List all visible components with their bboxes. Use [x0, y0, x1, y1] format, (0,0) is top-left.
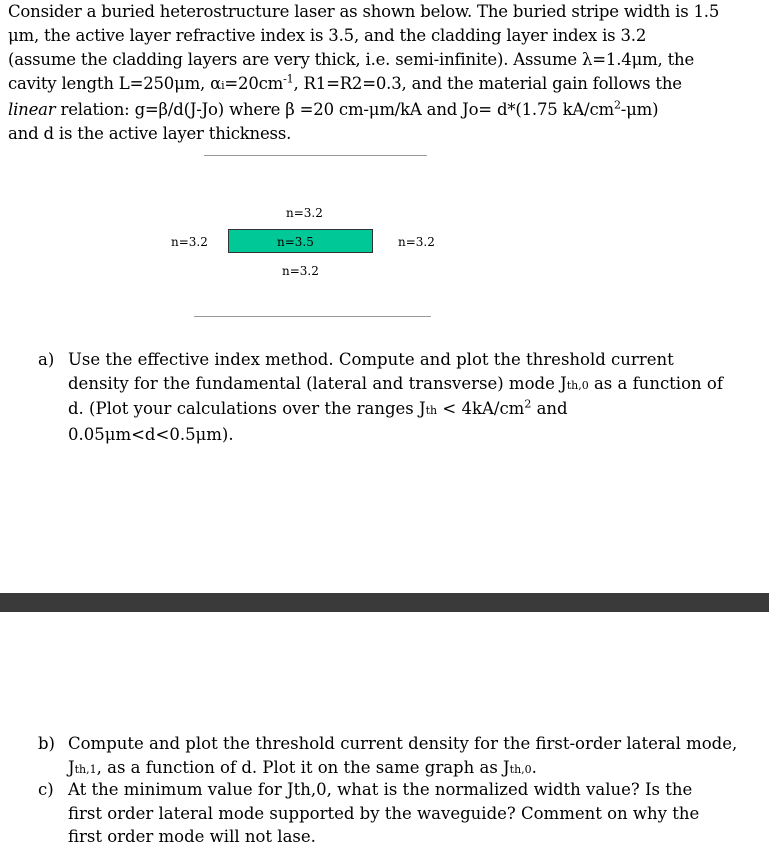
bottom-cladding-index: n=3.2 — [282, 264, 319, 278]
intro-text: , R1=R2=0.3, and the material gain follows the — [293, 74, 682, 93]
question-c — [38, 778, 758, 853]
question-c-label: c) — [38, 780, 54, 799]
question-a — [38, 348, 758, 448]
intro-text: -μm) — [620, 100, 659, 119]
subscript: th,0 — [509, 762, 532, 776]
question-a-line-1: Use the effective index method. Compute and plot the threshold current — [68, 350, 674, 369]
intro-text: =20cm — [224, 74, 284, 93]
superscript: 2 — [524, 397, 532, 411]
question-a-line-2 — [68, 372, 748, 398]
problem-statement — [8, 0, 758, 146]
figure-bottom-rule — [194, 316, 431, 317]
question-text: J — [68, 757, 75, 777]
subscript: i — [221, 79, 225, 92]
question-c-line-1: At the minimum value for Jth,0, what is the normalized width value? Is the — [68, 780, 693, 799]
page-divider — [0, 593, 769, 612]
core-index: n=3.5 — [277, 235, 314, 249]
intro-line-4 — [8, 72, 758, 98]
question-text: d. (Plot your calculations over the ranges J — [68, 399, 426, 418]
question-c-line-2: first order lateral mode supported by the waveguide? Comment on why the — [68, 803, 700, 823]
right-cladding-index: n=3.2 — [398, 235, 435, 249]
intro-line-2: μm, the active layer refractive index is 3.5, and the cladding layer index is 3.2 — [8, 26, 647, 45]
question-text: . — [531, 757, 537, 777]
question-c-line-3: first order mode will not lase. — [68, 827, 316, 846]
question-a-line-4: 0.05μm<d<0.5μm). — [68, 424, 234, 444]
question-b-label: b) — [38, 734, 55, 753]
question-a-label: a) — [38, 350, 55, 369]
intro-line-1: Consider a buried heterostructure laser as shown below. The buried stripe width is 1.5 — [8, 2, 720, 21]
intro-text: relation: g=β/d(J-Jo) where β =20 cm-μm/kA and Jo= d*(1.75 kA/cm — [55, 100, 614, 119]
subscript: th — [425, 404, 438, 417]
figure-top-rule — [204, 155, 427, 156]
question-text: < 4kA/cm — [437, 399, 525, 418]
intro-text: cavity length L=250μm, α — [8, 74, 222, 93]
intro-line-3: (assume the cladding layers are very thick, i.e. semi-infinite). Assume λ=1.4μm, the — [8, 50, 695, 69]
question-text: as a function of — [588, 373, 723, 393]
superscript: -1 — [283, 72, 294, 86]
left-cladding-index: n=3.2 — [171, 235, 208, 249]
question-text: and — [531, 399, 568, 418]
question-a-line-3 — [68, 397, 748, 423]
italic-word: linear — [8, 100, 56, 119]
superscript: 2 — [613, 98, 621, 112]
question-b — [38, 732, 758, 782]
question-text: density for the fundamental (lateral and transverse) mode J — [68, 373, 567, 393]
subscript: th,0 — [566, 378, 589, 392]
top-cladding-index: n=3.2 — [286, 206, 323, 220]
intro-line-6: and d is the active layer thickness. — [8, 124, 292, 143]
question-b-line-1: Compute and plot the threshold current density for the first-order lateral mode, — [68, 734, 738, 753]
intro-line-5 — [8, 98, 758, 122]
subscript: th,1 — [74, 762, 97, 776]
question-text: , as a function of d. Plot it on the same graph as J — [96, 757, 510, 777]
